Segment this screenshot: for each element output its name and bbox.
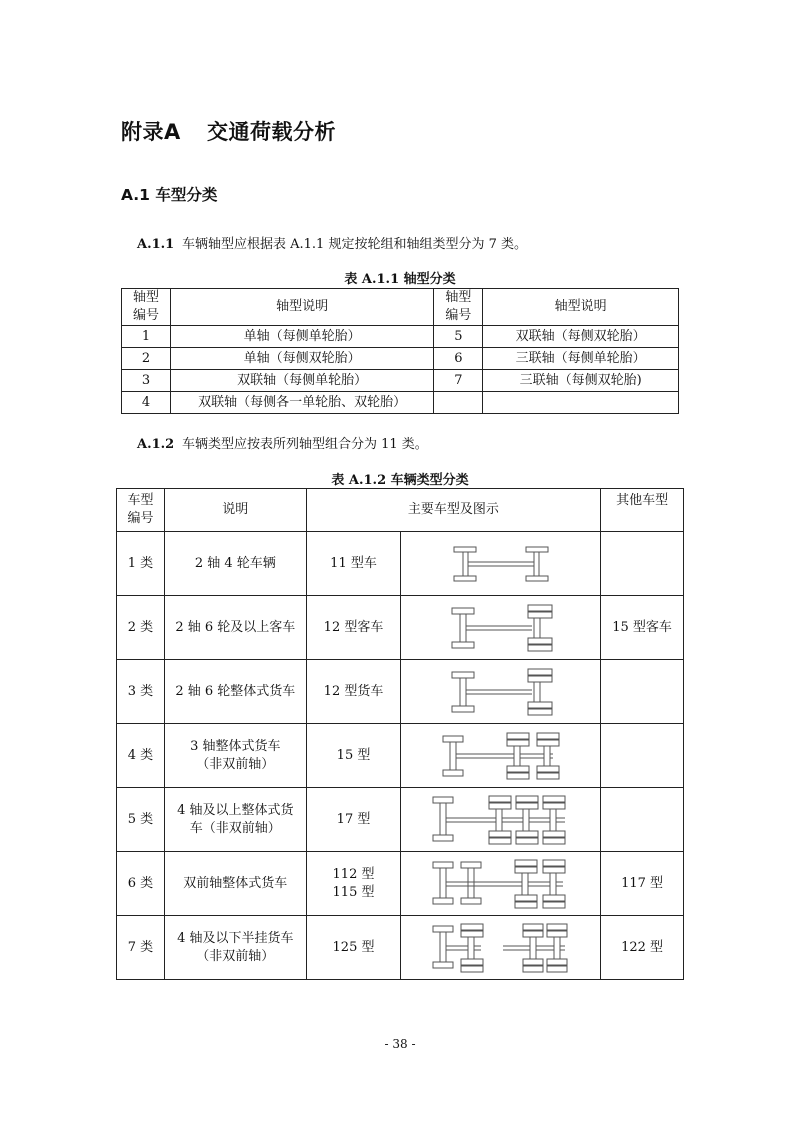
table-row xyxy=(122,326,679,348)
page-number: - 38 - xyxy=(384,1037,416,1051)
axle-desc xyxy=(483,392,679,414)
axle-desc: 双联轴（每侧双轮胎） xyxy=(483,326,679,348)
table-row xyxy=(117,596,684,660)
header-code: 轴型编号 xyxy=(122,289,171,326)
axle-desc: 双联轴（每侧单轮胎） xyxy=(170,370,433,392)
vehicle-model: 17 型 xyxy=(306,788,401,852)
vehicle-model: 11 型车 xyxy=(306,532,401,596)
vehicle-model: 15 型 xyxy=(306,724,401,788)
header-other: 其他车型 xyxy=(601,489,684,532)
header-main: 主要车型及图示 xyxy=(306,489,601,532)
vehicle-model: 12 型货车 xyxy=(306,660,401,724)
vehicle-12-bus-diagram-icon xyxy=(401,596,601,660)
vehicle-model: 112 型 115 型 xyxy=(306,852,401,916)
vehicle-125-diagram-icon xyxy=(401,916,601,980)
vehicle-11-diagram-icon xyxy=(401,532,601,596)
table-header-row xyxy=(117,489,684,532)
table-row xyxy=(122,392,679,414)
vehicle-desc: 2 轴 4 轮车辆 xyxy=(164,532,306,596)
vehicle-other: 117 型 xyxy=(601,852,684,916)
header-desc: 轴型说明 xyxy=(483,289,679,326)
axle-code: 3 xyxy=(122,370,171,392)
vehicle-12-truck-diagram-icon xyxy=(401,660,601,724)
axle-code: 6 xyxy=(434,348,483,370)
vehicle-type-table xyxy=(116,488,684,980)
table-header-row xyxy=(122,289,679,326)
vehicle-desc: 2 轴 6 轮整体式货车 xyxy=(164,660,306,724)
vehicle-other: 122 型 xyxy=(601,916,684,980)
table-2-caption: 表 A.1.2 车辆类型分类 xyxy=(331,473,469,488)
table-row xyxy=(117,788,684,852)
vehicle-desc: 3 轴整体式货车（非双前轴） xyxy=(164,724,306,788)
vehicle-model: 12 型客车 xyxy=(306,596,401,660)
vehicle-class: 5 类 xyxy=(117,788,165,852)
vehicle-other xyxy=(601,532,684,596)
paragraph-a-1-1 xyxy=(137,233,527,252)
header-desc: 说明 xyxy=(164,489,306,532)
vehicle-desc: 4 轴及以下半挂货车（非双前轴） xyxy=(164,916,306,980)
appendix-id: 附录A xyxy=(121,120,181,144)
header-desc: 轴型说明 xyxy=(170,289,433,326)
vehicle-class: 4 类 xyxy=(117,724,165,788)
vehicle-other xyxy=(601,724,684,788)
vehicle-class: 3 类 xyxy=(117,660,165,724)
axle-desc: 双联轴（每侧各一单轮胎、双轮胎） xyxy=(170,392,433,414)
axle-desc: 三联轴（每侧双轮胎) xyxy=(483,370,679,392)
axle-desc: 单轴（每侧单轮胎） xyxy=(170,326,433,348)
vehicle-class: 1 类 xyxy=(117,532,165,596)
table-row xyxy=(117,852,684,916)
clause-text: 车辆轴型应根据表 A.1.1 规定按轮组和轴组类型分为 7 类。 xyxy=(182,237,527,252)
vehicle-other xyxy=(601,788,684,852)
vehicle-other xyxy=(601,660,684,724)
table-row xyxy=(117,660,684,724)
vehicle-112-115-diagram-icon xyxy=(401,852,601,916)
axle-code: 4 xyxy=(122,392,171,414)
appendix-title xyxy=(121,116,336,146)
appendix-name: 交通荷载分析 xyxy=(207,120,336,144)
axle-desc: 三联轴（每侧单轮胎） xyxy=(483,348,679,370)
vehicle-desc: 2 轴 6 轮及以上客车 xyxy=(164,596,306,660)
vehicle-15-diagram-icon xyxy=(401,724,601,788)
axle-code: 1 xyxy=(122,326,171,348)
axle-desc: 单轴（每侧双轮胎） xyxy=(170,348,433,370)
header-code: 车型编号 xyxy=(117,489,165,532)
header-code: 轴型编号 xyxy=(434,289,483,326)
axle-type-table xyxy=(121,288,679,414)
vehicle-other: 15 型客车 xyxy=(601,596,684,660)
vehicle-desc: 4 轴及以上整体式货车（非双前轴） xyxy=(164,788,306,852)
vehicle-model: 125 型 xyxy=(306,916,401,980)
table-row xyxy=(117,916,684,980)
clause-number: A.1.1 xyxy=(137,237,175,252)
clause-number: A.1.2 xyxy=(137,437,175,452)
vehicle-desc: 双前轴整体式货车 xyxy=(164,852,306,916)
axle-code: 5 xyxy=(434,326,483,348)
axle-code: 2 xyxy=(122,348,171,370)
table-row xyxy=(117,724,684,788)
axle-code xyxy=(434,392,483,414)
table-row xyxy=(122,370,679,392)
table-row xyxy=(117,532,684,596)
axle-code: 7 xyxy=(434,370,483,392)
vehicle-17-diagram-icon xyxy=(401,788,601,852)
clause-text: 车辆类型应按表所列轴型组合分为 11 类。 xyxy=(182,437,428,452)
paragraph-a-1-2 xyxy=(137,433,428,452)
table-1-caption: 表 A.1.1 轴型分类 xyxy=(344,272,456,287)
vehicle-class: 2 类 xyxy=(117,596,165,660)
vehicle-class: 6 类 xyxy=(117,852,165,916)
vehicle-class: 7 类 xyxy=(117,916,165,980)
section-heading: A.1 车型分类 xyxy=(121,186,218,204)
table-row xyxy=(122,348,679,370)
